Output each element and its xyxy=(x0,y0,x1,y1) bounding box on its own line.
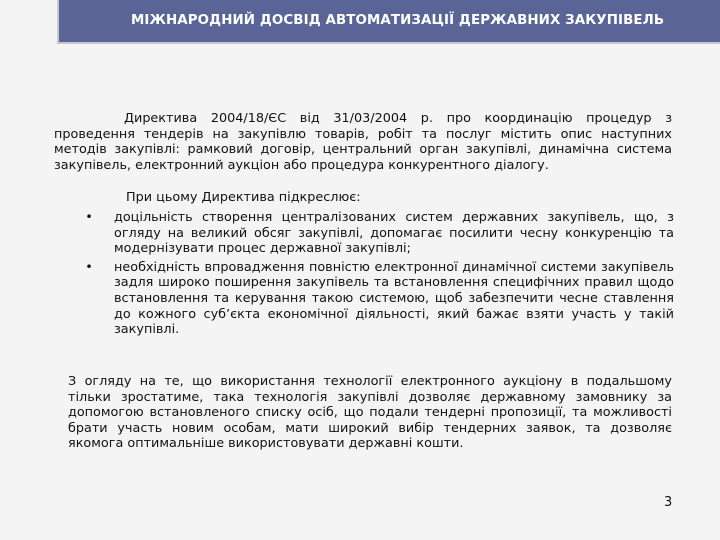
list-item xyxy=(84,260,674,338)
slide-title: МІЖНАРОДНИЙ ДОСВІД АВТОМАТИЗАЦІЇ ДЕРЖАВНИХ ЗАКУПІВЕЛЬ xyxy=(131,13,665,28)
bullet-icon: • xyxy=(85,259,93,275)
bullet-text: доцільність створення централізованих систем державних закупівель, що, з огляду на великий обсяг закупівлі, допомагає посилити чесну конкуренцію та модернізувати процес державної закупівлі; xyxy=(114,210,674,257)
paragraph-directive: Директива 2004/18/ЄС від 31/03/2004 р. про координацію процедур з проведення тендерів на закупівлю товарів, робіт та послуг містить опис наступних методів закупівлі: рамковий договір, центральний орган закупівлі, динамічна система закупівель, електронний аукціон або процедура конкурентного діалогу. xyxy=(54,111,672,173)
bullet-text: необхідність впровадження повністю електронної динамічної системи закупівель задля широко поширення закупівель та встановлення специфічних правил щодо встановлення та керування такою системою, щоб забезпечити чесне ставлення до кожного суб’єкта економічної діяльності, який бажає взяти участь у такій закупівлі. xyxy=(114,259,674,338)
bullet-list xyxy=(84,210,674,341)
paragraph-emphasis-intro: При цьому Директива підкреслює: xyxy=(126,190,361,205)
list-item xyxy=(84,210,674,257)
paragraph-e-auction: З огляду на те, що використання технології електронного аукціону в подальшому тільки зростатиме, така технологія закупівлі дозволяє державному замовнику за допомогою встановленого списку осіб, що подали тендерні пропозиції, та можливості брати участь новим особам, мати широкий вибір тендерних заявок, та дозволяє якомога оптимальніше використовувати державні кошти. xyxy=(68,374,672,452)
page-number: 3 xyxy=(664,495,673,510)
bullet-icon: • xyxy=(85,210,93,225)
title-bar xyxy=(57,0,720,44)
